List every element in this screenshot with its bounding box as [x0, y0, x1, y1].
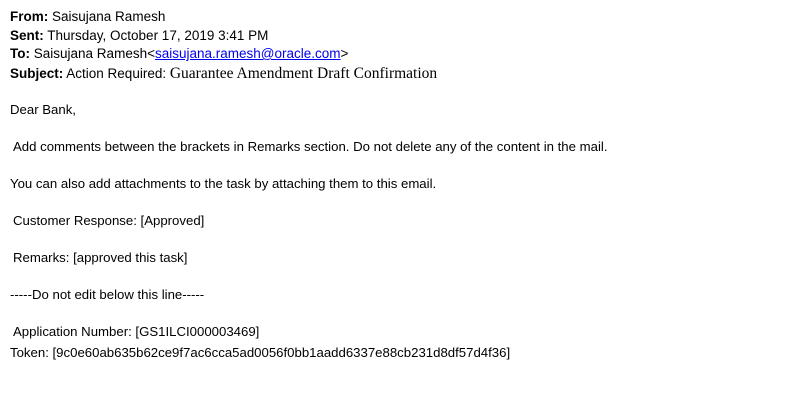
- sent-label: Sent:: [10, 27, 44, 43]
- subject-label: Subject:: [10, 65, 64, 81]
- remarks-line: Remarks: [approved this task]: [13, 249, 188, 265]
- header-sent: [10, 27, 789, 46]
- header-from: [10, 8, 789, 27]
- subject-text: Guarantee Amendment Draft Confirmation: [169, 64, 438, 82]
- header-subject: [10, 64, 789, 83]
- salutation: Dear Bank,: [10, 101, 76, 117]
- to-recipient-name: Saisujana Ramesh: [33, 46, 148, 61]
- do-not-edit-divider: -----Do not edit below this line-----: [10, 286, 205, 302]
- sent-value: Thursday, October 17, 2019 3:41 PM: [47, 27, 269, 43]
- from-label: From:: [10, 9, 49, 24]
- customer-response-line: Customer Response: [Approved]: [13, 212, 205, 228]
- instruction-remarks: Add comments between the brackets in Remarks section. Do not delete any of the content in the mail.: [13, 138, 608, 154]
- to-label: To:: [10, 46, 30, 61]
- to-email-address-link[interactable]: saisujana.ramesh@oracle.com: [154, 46, 341, 61]
- application-number-line: Application Number: [GS1ILCI000003469]: [13, 323, 260, 339]
- instruction-attachments: You can also add attachments to the task by attaching them to this email.: [10, 175, 437, 191]
- email-headers: [10, 8, 789, 83]
- email-body: [10, 101, 789, 361]
- subject-prefix: Action Required:: [66, 65, 167, 81]
- to-open-bracket: <: [147, 46, 155, 61]
- to-close-bracket: >: [340, 46, 349, 61]
- token-line: Token: [9c0e60ab635b62ce9f7ac6cca5ad0056f0bb1aadd6337e88cb231d8df57d4f36]: [10, 344, 511, 360]
- header-to: [10, 45, 789, 64]
- from-value: Saisujana Ramesh: [52, 9, 166, 24]
